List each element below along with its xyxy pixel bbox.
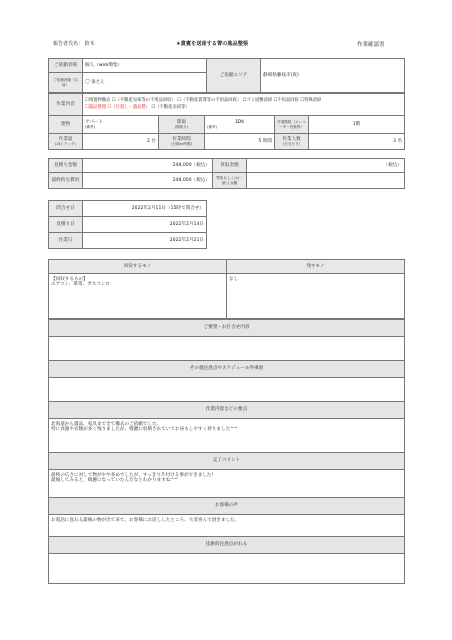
work-date-label: 作業日	[49, 233, 83, 249]
final-cost-label: 最終的な費用	[49, 173, 83, 189]
client-name-label: ご依頼者様	[49, 59, 83, 73]
work-option[interactable]: ☐残置物撤去	[85, 97, 111, 103]
comment-body[interactable]: 最終の広さに対して物がやや多めでしたが、すっきり片付ける事ができました! 最後してみると、綺麗になっていたんだなとわかりますね^^	[49, 470, 405, 498]
layout-cell: 3DK (備考)	[205, 116, 275, 134]
collected-goods-text: エアコン、箪笥、ガスコンロ	[51, 282, 111, 288]
work-option[interactable]: ☐（不動産売却等）	[151, 104, 190, 110]
work-option-selected[interactable]: ☐遺品整理	[85, 104, 107, 110]
building-value: アパート	[85, 119, 104, 125]
work-options	[83, 94, 405, 116]
document-type: 作業確認書	[357, 42, 385, 48]
work-option[interactable]: ☐ゴミ屋敷清掃	[242, 97, 273, 103]
technical-notes-header: 技術的注意点がれる	[49, 537, 405, 554]
requests-body[interactable]	[49, 337, 405, 361]
work-option-selected[interactable]: ☐（仕置し・遺品整）	[107, 104, 150, 110]
work-option[interactable]: ☐特殊清掃	[300, 97, 322, 103]
work-label: 作業内容	[49, 94, 83, 116]
work-table	[48, 93, 405, 116]
goods-table	[48, 259, 405, 319]
collected-goods-cell	[49, 274, 227, 319]
time-label: 作業時間 (日数or時間)	[159, 134, 205, 150]
area-label: ご依頼エリア	[207, 59, 261, 93]
estimate-value: 248,000（税込）	[83, 159, 213, 173]
work-date-value: 2022年2月21日	[83, 233, 207, 249]
client-name-value: 個人（web増集）	[83, 59, 207, 73]
property-table	[48, 115, 405, 150]
estimate-date-label: 見積り日	[49, 217, 83, 233]
inquiry-date-value: 2022年2月11日（15時で問合せ）	[83, 201, 207, 217]
technical-notes-body[interactable]	[49, 554, 405, 584]
time-value: 5 時間	[205, 134, 275, 150]
building-label: 建物	[49, 116, 83, 134]
floor-label: 作業階数（エレベーター有無等）	[275, 116, 309, 134]
buyback-label: 買取金額	[213, 159, 247, 173]
buyback-value: （税込）	[247, 159, 405, 173]
work-option[interactable]: ☐（不動産賃貸等の不用品回収）	[177, 97, 242, 103]
comment-header: 完了コメント	[49, 453, 405, 470]
other-amount-value	[247, 173, 405, 189]
collected-goods-header: 回収するモノ	[49, 260, 227, 274]
cars-label: 作業量 (2tトラック)	[49, 134, 83, 150]
staff-name-label: 報告者氏名： 鈴木	[53, 41, 95, 47]
plan-body[interactable]	[49, 378, 405, 402]
voice-body[interactable]: お電話に直れる最後の物が出て来て、お客様にお返ししたところ、大変喜んで頂きました。	[49, 515, 405, 537]
collected-goods-title: 【回収するもの】	[51, 277, 88, 282]
building-cell: アパート (備考)	[83, 116, 159, 134]
staff-count-value: 3 名	[309, 134, 405, 150]
notes-table	[48, 319, 405, 584]
client-ref-label: ご依頼者様（名前）	[49, 73, 83, 93]
plan-header: その他注意点やスケジュール外事項	[49, 361, 405, 378]
dates-table	[48, 200, 207, 249]
kept-goods-text: なし	[227, 274, 405, 319]
client-table	[48, 58, 405, 93]
other-amount-label: 買取もしくは(一部)上金額	[213, 173, 247, 189]
summary-body[interactable]: 北海道から遺品、家具まで全て撤去のご依頼でした。 特に食器や衣類が多く残りましたが、綺麗に収納されていてお昼もしやすく捗りました^^	[49, 419, 405, 453]
summary-header: 作業内容などの要点	[49, 402, 405, 419]
staff-name-value: 鈴木	[84, 41, 95, 47]
client-ref-value: 〇 条さん	[83, 73, 207, 93]
cost-table	[48, 158, 405, 189]
final-cost-value: 248,000（税込）	[83, 173, 213, 189]
cars-value: 2 台	[83, 134, 159, 150]
requests-header: ご要望・お打合せ内容	[49, 320, 405, 337]
inquiry-date-label: 問合せ日	[49, 201, 83, 217]
voice-header: お客様の声	[49, 498, 405, 515]
estimate-date-value: 2022年2月14日	[83, 217, 207, 233]
floor-value: 1階	[309, 116, 405, 134]
document-title: ★貴賓を送迷する膂の進品整張	[176, 41, 249, 47]
estimate-label: 見積り金額	[49, 159, 83, 173]
work-option[interactable]: ☐不用品回収	[273, 97, 299, 103]
kept-goods-header: 残すモノ	[227, 260, 405, 274]
layout-value: 3DK	[234, 119, 245, 125]
work-option[interactable]: ☐（不動産売却等の不用品回収）	[111, 97, 176, 103]
staff-count-label: 作業人数 (日当たり)	[275, 134, 309, 150]
area-value: 静岡県藤枝市(仮)	[261, 59, 405, 93]
layout-label: 間取 (間取り)	[159, 116, 205, 134]
